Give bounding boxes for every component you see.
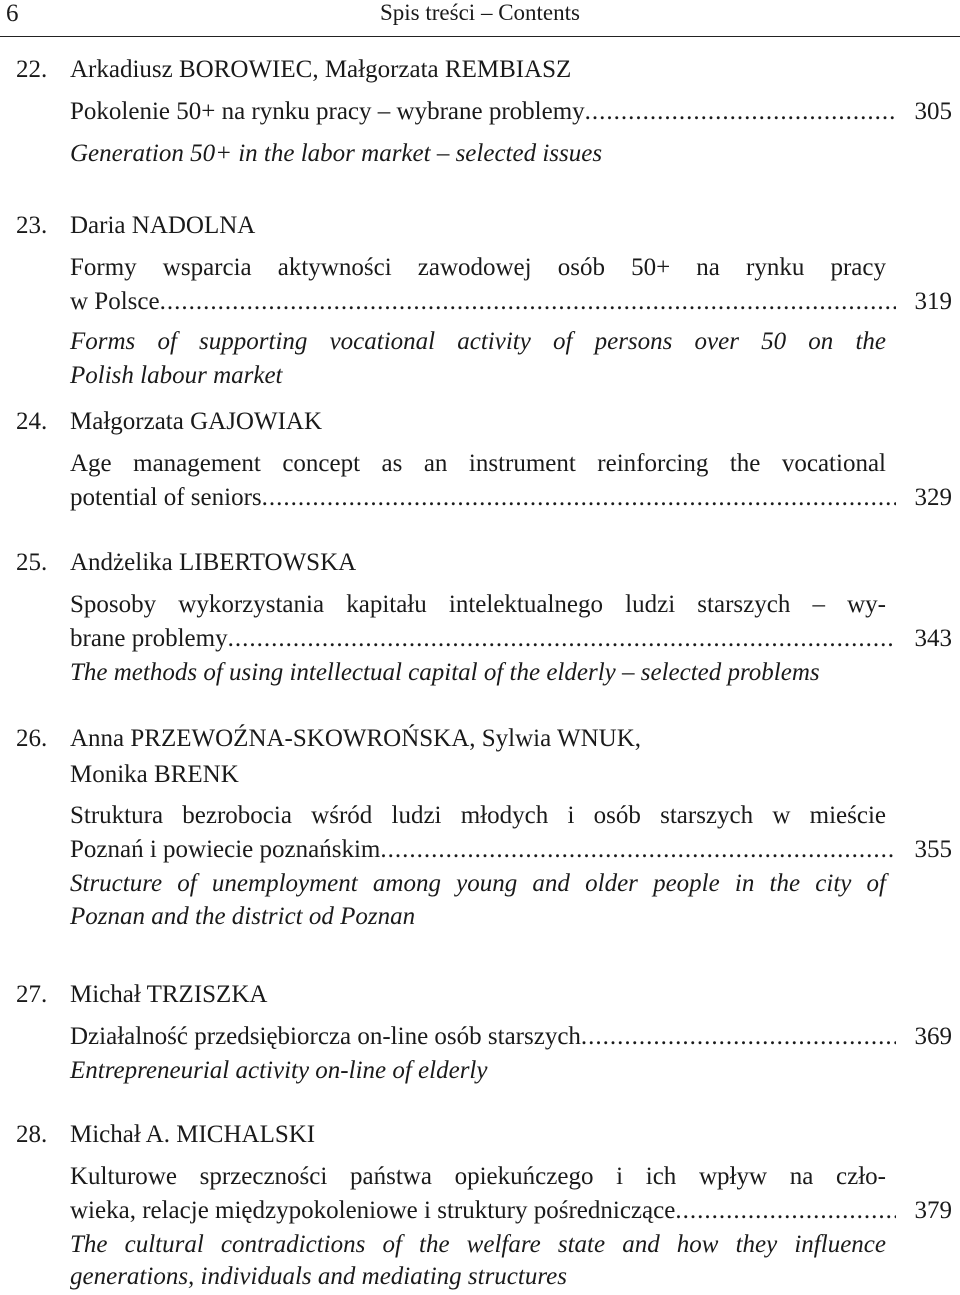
- entry-title-en-line2: Polish labour market: [70, 362, 283, 389]
- entry-title-en: Generation 50+ in the labor market – selected issues: [70, 140, 603, 167]
- entry-title-pl-line1: Formy wsparcia aktywności zawodowej osób 50+ na rynku pracy: [70, 254, 886, 281]
- entry-number: 22.: [16, 56, 48, 83]
- entry-number: 23.: [16, 212, 48, 239]
- entry-number: 24.: [16, 408, 48, 435]
- entry-title-line2[interactable]: potential of seniors .....: [70, 484, 896, 512]
- entry-title-en: Entrepreneurial activity on-line of elderly: [70, 1057, 488, 1084]
- entry-title-pl-line2[interactable]: brane problemy .....: [70, 625, 896, 653]
- entry-page: 369: [914, 1023, 952, 1050]
- entry-title-line1: Age management concept as an instrument reinforcing the vocational: [70, 450, 886, 477]
- entry-authors: Małgorzata GAJOWIAK: [70, 408, 323, 435]
- entry-title-en-line2: generations, individuals and mediating structures: [70, 1263, 567, 1290]
- entry-title-en-line1: The cultural contradictions of the welfare state and how they influence: [70, 1231, 886, 1258]
- entry-page: 379: [914, 1197, 952, 1224]
- entry-authors-line2: Monika BRENK: [70, 761, 239, 788]
- entry-authors: Arkadiusz BOROWIEC, Małgorzata REMBIASZ: [70, 56, 572, 83]
- entry-page: 329: [914, 484, 952, 511]
- entry-number: 28.: [16, 1121, 48, 1148]
- entry-title-pl[interactable]: Pokolenie 50+ na rynku pracy – wybrane problemy .....: [70, 98, 896, 126]
- entry-number: 26.: [16, 725, 48, 752]
- entry-authors: Michał TRZISZKA: [70, 981, 268, 1008]
- running-title: Spis treści – Contents: [380, 0, 580, 25]
- entry-title-en: The methods of using intellectual capital of the elderly – selected problems: [70, 659, 820, 686]
- page-number: 6: [6, 0, 19, 27]
- entry-authors-line1: Anna PRZEWOŹNA-SKOWROŃSKA, Sylwia WNUK,: [70, 725, 642, 752]
- entry-number: 27.: [16, 981, 48, 1008]
- entry-title-en-line1: Forms of supporting vocational activity of persons over 50 on the: [70, 328, 886, 355]
- entry-title-pl-line1: Struktura bezrobocia wśród ludzi młodych i osób starszych w mieście: [70, 802, 886, 829]
- entry-page: 305: [914, 98, 952, 125]
- entry-page: 343: [914, 625, 952, 652]
- entry-title-pl-line1: Kulturowe sprzeczności państwa opiekuńczego i ich wpływ na czło-: [70, 1163, 886, 1190]
- entry-title-en-line2: Poznan and the district od Poznan: [70, 903, 416, 930]
- entry-authors: Michał A. MICHALSKI: [70, 1121, 316, 1148]
- entry-title-pl-line2[interactable]: w Polsce .....: [70, 288, 896, 316]
- entry-page: 319: [914, 288, 952, 315]
- page-header: [0, 0, 960, 37]
- entry-title-pl[interactable]: Działalność przedsiębiorcza on-line osób starszych .....: [70, 1023, 896, 1051]
- entry-title-en-line1: Structure of unemployment among young and older people in the city of: [70, 870, 886, 897]
- entry-title-pl-line2[interactable]: Poznań i powiecie poznańskim .....: [70, 836, 896, 864]
- entry-authors: Andżelika LIBERTOWSKA: [70, 549, 357, 576]
- entry-page: 355: [914, 836, 952, 863]
- entry-title-pl-line2[interactable]: wieka, relacje międzypokoleniowe i struktury pośredniczące .....: [70, 1197, 896, 1225]
- entry-title-pl-line1: Sposoby wykorzystania kapitału intelektualnego ludzi starszych – wy-: [70, 591, 886, 618]
- entry-number: 25.: [16, 549, 48, 576]
- entry-authors: Daria NADOLNA: [70, 212, 256, 239]
